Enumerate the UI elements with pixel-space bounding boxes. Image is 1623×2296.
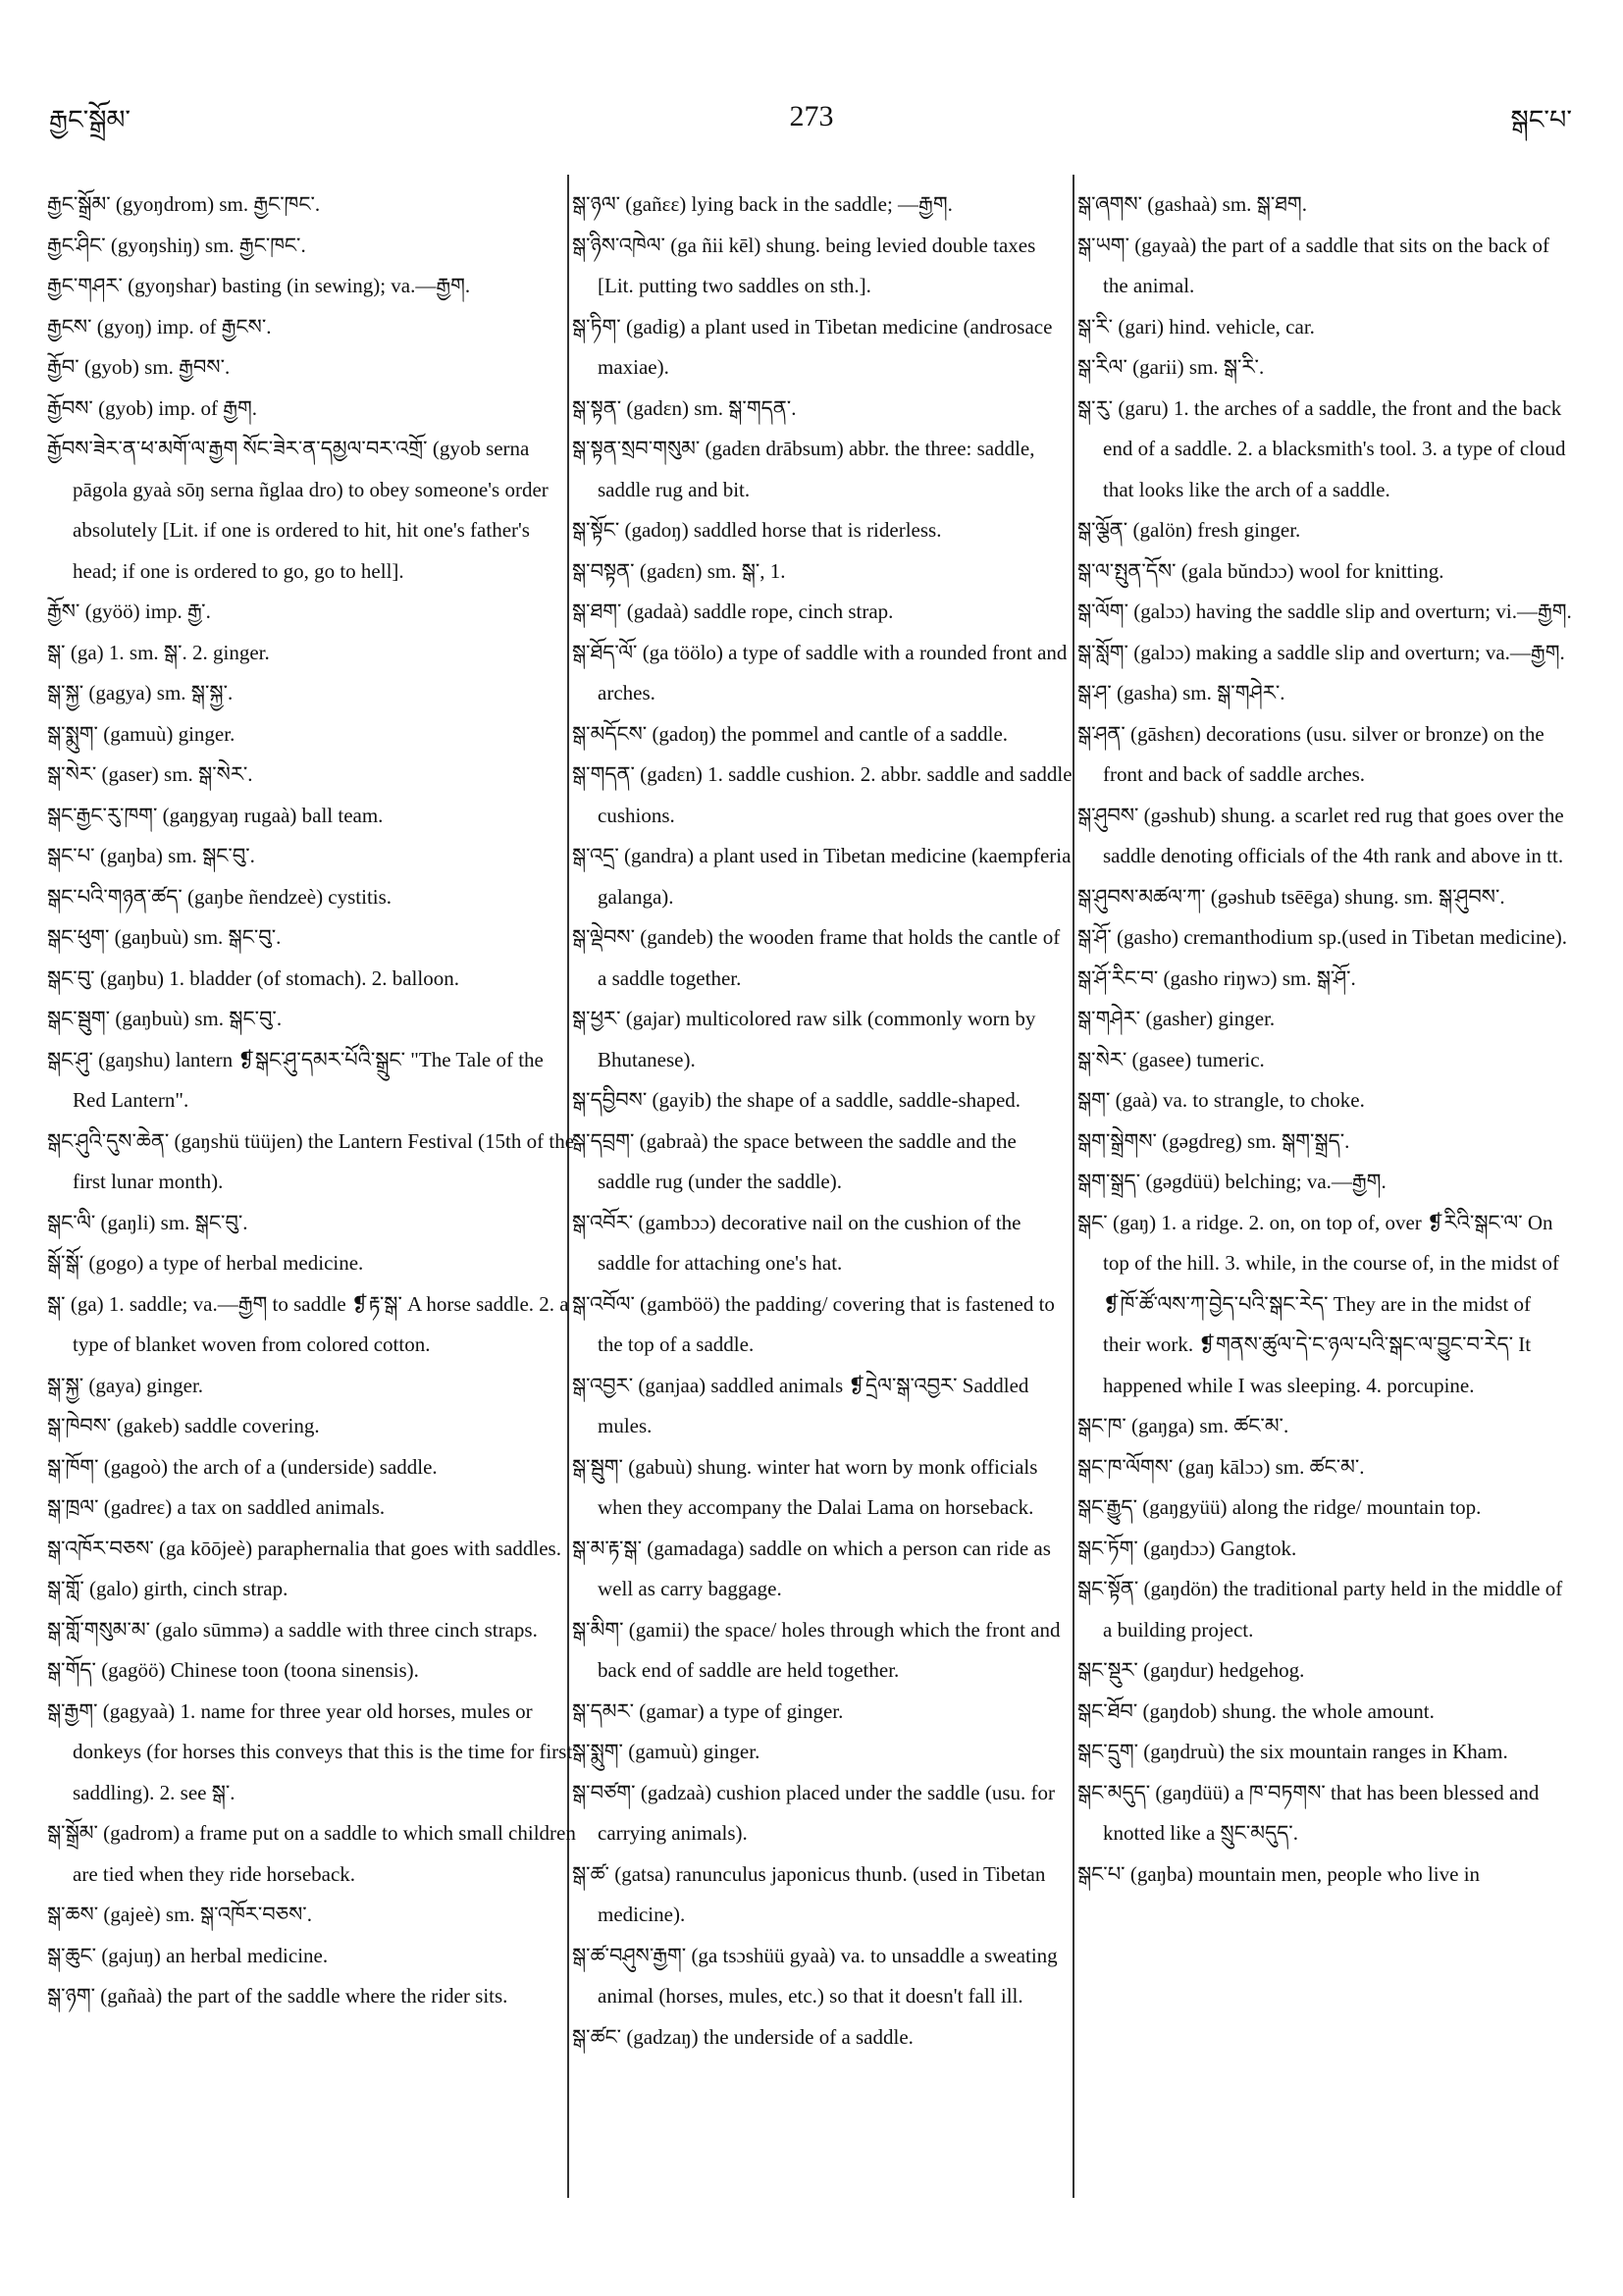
dictionary-entry: སྒ་ལོག་ (galɔɔ) having the saddle slip and overturn; vi.—རྒྱག. (1077, 600, 1572, 623)
dictionary-entry: རྒྱོབ་ (gyob) sm. རྒྱབས་. (47, 355, 231, 379)
dictionary-entry: སྒ་ཚང་ (gadzaŋ) the underside of a saddle. (572, 2024, 914, 2049)
dictionary-entry: སྒག་སྒྲད་ (gəgdüü) belching; va.—རྒྱག. (1077, 1170, 1387, 1193)
dictionary-entry: སྒ་ཞགས་ (gashaà) sm. སྒ་ཐག. (1077, 192, 1307, 216)
dictionary-entry: སྒ་སློག་ (galɔɔ) making a saddle slip and overturn; va.—རྒྱག. (1077, 640, 1565, 664)
dictionary-entry: སྒ་སྟན་སྲབ་གསུམ་ (gadɛn drābsum) abbr. the three: saddle, saddle rug and bit. (572, 437, 1035, 501)
dictionary-entry: སྒ་ཡག་ (gayaà) the part of a saddle that sits on the back of the animal. (1077, 233, 1550, 297)
dictionary-entry: སྒང་སྟོན་ (gaŋdön) the traditional party held in the middle of a building project. (1077, 1577, 1563, 1642)
dictionary-entry: སྒང་པ་ (gaŋba) sm. སྒང་བུ་. (47, 844, 255, 867)
dictionary-entry: རྒྱང་སྒྲོམ་ (gyoŋdrom) sm. རྒྱང་ཁང་. (47, 192, 321, 216)
dictionary-entry: སྒ་བཙག་ (gadzaà) cushion placed under the saddle (usu. for carrying animals). (572, 1780, 1056, 1845)
dictionary-entry: སྒང་སྦུག་ (gaŋbuù) sm. སྒང་བུ་. (47, 1007, 283, 1030)
dictionary-entry: སྒང་ཏོག་ (gaŋdɔɔ) Gangtok. (1077, 1536, 1297, 1560)
dictionary-entry: སྒ་ཤུབས་ (gəshub) shung. a scarlet red rug that goes over the saddle denoting officials of the 4th rank and above in tt. (1077, 803, 1564, 867)
dictionary-entry: སྒ་རིལ་ (garii) sm. སྒ་རི་. (1077, 355, 1265, 379)
dictionary-entry: རྒྱངས་ (gyoŋ) imp. of རྒྱངས་. (47, 314, 272, 339)
column-rule-2 (1073, 175, 1074, 2198)
dictionary-entry: སྒ་ཤུབས་མཚལ་ཀ་ (gəshub tsēēga) shung. sm. སྒ་ཤུབས་. (1077, 884, 1505, 909)
dictionary-entry: སྒ་ཐོད་ལོ་ (ga töölo) a type of saddle with a rounded front and arches. (572, 640, 1068, 704)
dictionary-column-1 (47, 184, 577, 2017)
dictionary-entry: སྒ་ཕྱར་ (gajar) multicolored raw silk (commonly worn by Bhutanese). (572, 1007, 1036, 1071)
dictionary-entry: སྒང་ཐོབ་ (gaŋdob) shung. the whole amount. (1077, 1698, 1435, 1723)
dictionary-entry: སྒང་ (gaŋ) 1. a ridge. 2. on, on top of, over ❡རིའི་སྒང་ལ་ On top of the hill. 3. while, in the course of, in the midst of ❡ཁོ་ཚོ་ལས་ཀ་བྱེད་པའི་སྒང་རེད་ They are in the midst of their work. ❡གནས་ཚུལ་དེ་ང་ཉལ་པའི་སྒང་ལ་བྱུང་བ་རེད་ It happened while I was sleeping. 4. porcupine. (1077, 1210, 1559, 1397)
dictionary-entry: སྒ་ཚ་ (gatsa) ranunculus japonicus thunb. (used in Tibetan medicine). (572, 1861, 1046, 1926)
dictionary-entry: སྒ་ཉིས་འཁེལ་ (ga ñii kēl) shung. being levied double taxes [Lit. putting two saddles on sth.]. (572, 233, 1036, 297)
dictionary-entry: སྒ་འདྲ་ (gandra) a plant used in Tibetan medicine (kaempferia galanga). (572, 844, 1072, 909)
dictionary-entry: རྒྱོས་ (gyöö) imp. རྒྱ་. (47, 600, 211, 623)
dictionary-entry: སྒ་རྒྱག་ (gagyaà) 1. name for three year old horses, mules or donkeys (for horses this conveys that this is the time for first saddling). 2. see སྒ་. (47, 1698, 573, 1804)
dictionary-entry: སྒ་རི་ (gari) hind. vehicle, car. (1077, 314, 1315, 339)
dictionary-entry: སྒ་འབོལ་ (gamböö) the padding/ covering that is fastened to the top of a saddle. (572, 1291, 1055, 1356)
dictionary-entry: སྒ་ཉལ་ (gañɛɛ) lying back in the saddle; —རྒྱག. (572, 192, 953, 216)
running-head-left: རྒྱང་སྒྲོམ་ (49, 105, 131, 135)
dictionary-entry: སྒ་དབྱིབས་ (gayib) the shape of a saddle, saddle-shaped. (572, 1088, 1021, 1112)
dictionary-entry: སྒ་སེར་ (gaser) sm. སྒ་སེར་. (47, 762, 253, 786)
dictionary-entry: སྒ་སྒྲོམ་ (gadrom) a frame put on a saddle to which small children are tied when they ride horseback. (47, 1821, 576, 1886)
dictionary-entry: སྒ་ཤོ་རིང་བ་ (gasho riŋwɔ) sm. སྒ་ཤོ་. (1077, 965, 1356, 990)
dictionary-entry: སྒ་རུ་ (garu) 1. the arches of a saddle, the front and the back end of a saddle. 2. a blacksmith's tool. 3. a type of cloud that looks like the arch of a saddle. (1077, 395, 1566, 501)
dictionary-entry: སྒ་སྐྱ་ (gaya) ginger. (47, 1373, 204, 1397)
dictionary-entry: སྒ་སྟན་ (gadɛn) sm. སྒ་གདན་. (572, 395, 797, 420)
dictionary-entry: སྒ་ཁོག་ (gagoò) the arch of a (underside) saddle. (47, 1454, 438, 1479)
dictionary-entry: སྒ་ལྡེབས་ (gandeb) the wooden frame that holds the cantle of a saddle together. (572, 925, 1061, 990)
page-number: 273 (789, 100, 834, 132)
dictionary-entry: སྒ་ཆས་ (gajeè) sm. སྒ་འཁོར་བཅས་. (47, 1903, 312, 1926)
dictionary-entry: སྒ་སྦུག་ (gabuù) shung. winter hat worn by monk officials when they accompany the Dalai Lama on horseback. (572, 1454, 1038, 1519)
dictionary-entry: སྒང་མདུད་ (gaŋdüü) a ཁ་བཏགས་ that has been blessed and knotted like a སྲུང་མདུད་. (1077, 1780, 1540, 1845)
dictionary-entry: སྒག་ (gaà) va. to strangle, to choke. (1077, 1088, 1365, 1112)
dictionary-entry: སྒང་ཤུ་ (gaŋshu) lantern ❡སྒང་ཤུ་དམར་པོའི་སྒྲུང་ "The Tale of the Red Lantern". (47, 1047, 544, 1112)
dictionary-entry: སྒ་འབྱར་ (ganjaa) saddled animals ❡དྲེལ་སྒ་འབྱར་ Saddled mules. (572, 1373, 1029, 1437)
dictionary-entry: སྒ་ཁྲལ་ (gadreɛ) a tax on saddled animals. (47, 1495, 386, 1519)
dictionary-entry: སྒ་མིག་ (gamii) the space/ holes through which the front and back end of saddle are held together. (572, 1617, 1061, 1682)
dictionary-entry: རྒྱང་གཤར་ (gyoŋshar) basting (in sewing); va.—རྒྱག. (47, 274, 471, 297)
dictionary-entry: རྒྱང་ཤིང་ (gyoŋshiŋ) sm. རྒྱང་ཁང་. (47, 233, 306, 257)
dictionary-entry: སྒ་ཐག་ (gadaà) saddle rope, cinch strap. (572, 600, 894, 623)
dictionary-entry: སྒ་མ་རྟ་སྒ་ (gamadaga) saddle on which a person can ride as well as carry baggage. (572, 1536, 1051, 1600)
dictionary-entry: སྒ་ཤ་ (gasha) sm. སྒ་གཤེར་. (1077, 681, 1285, 704)
dictionary-entry: སྒག་སྒྲེགས་ (gəgdreg) sm. སྒག་སྒྲད་. (1077, 1128, 1350, 1153)
running-head-right: སྒང་པ་ (1510, 105, 1572, 135)
dictionary-entry: སྒ་ཤན་ (gāshɛn) decorations (usu. silver or bronze) on the front and back of saddle arches. (1077, 721, 1544, 786)
dictionary-entry: སྒ་ཚ་བཤུས་རྒྱག་ (ga tsɔshüü gyaà) va. to unsaddle a sweating animal (horses, mules, etc.) so that it doesn't fall ill. (572, 1943, 1058, 2008)
dictionary-entry: སྒ་སེར་ (gasee) tumeric. (1077, 1047, 1265, 1071)
dictionary-entry: རྒྱོབས་ཟེར་ན་ཕ་མགོ་ལ་རྒྱག སོང་ཟེར་ན་དམྱལ་བར་འགྲོ་ (gyob serna pāgola gyaà sōŋ serna ñglaa dro) to obey someone's order absolutely [Lit. if one is ordered to hit, hit one's father's head; if one is ordered to go, go to hell]. (47, 437, 549, 583)
dictionary-entry: སྒང་སྡུར་ (gaŋdur) hedgehog. (1077, 1658, 1305, 1682)
dictionary-entry: སྒ་གཤེར་ (gasher) ginger. (1077, 1007, 1276, 1030)
dictionary-entry: སྒ་མདོངས་ (gadoŋ) the pommel and cantle of a saddle. (572, 721, 1009, 746)
dictionary-entry: སྒ་འཁོར་བཅས་ (ga kōōjeè) paraphernalia that goes with saddles. (47, 1536, 561, 1560)
dictionary-entry: སྒང་པའི་གཉན་ཚད་ (gaŋbe ñendzeè) cystitis. (47, 884, 393, 909)
dictionary-entry: སྒ་གདན་ (gadɛn) 1. saddle cushion. 2. abbr. saddle and saddle cushions. (572, 762, 1073, 827)
dictionary-entry: སྒང་ཁ་ (gaŋga) sm. ཚང་མ་. (1077, 1414, 1289, 1437)
dictionary-column-3 (1077, 184, 1573, 1895)
dictionary-entry: སྒང་ཤུའི་དུས་ཆེན་ (gaŋshü tüüjen) the Lantern Festival (15th of the first lunar month). (47, 1128, 575, 1193)
dictionary-entry: སྒ་སྟོང་ (gadoŋ) saddled horse that is riderless. (572, 518, 942, 542)
dictionary-entry: སྒ་ཏིག་ (gadig) a plant used in Tibetan medicine (androsace maxiae). (572, 314, 1053, 379)
dictionary-entry: སྒང་དྲུག་ (gaŋdruù) the six mountain ranges in Kham. (1077, 1740, 1508, 1763)
dictionary-entry: སྒ་དམར་ (gamar) a type of ginger. (572, 1698, 844, 1723)
dictionary-entry: སྒ་ཉག་ (gañaà) the part of the saddle where the rider sits. (47, 1984, 508, 2008)
dictionary-entry: སྒང་ལི་ (gaŋli) sm. སྒང་བུ་. (47, 1210, 248, 1234)
dictionary-column-2 (572, 184, 1073, 2058)
dictionary-entry: སྒ་འབོར་ (gambɔɔ) decorative nail on the cushion of the saddle for attaching one's hat. (572, 1210, 1021, 1275)
dictionary-entry: སྒ་གོད་ (gagöö) Chinese toon (toona sinensis). (47, 1658, 419, 1682)
dictionary-entry: སྒ་ལ་སྤུན་དོས་ (gala bŭndɔɔ) wool for knitting. (1077, 558, 1444, 583)
dictionary-entry: སྒ་སྨུག་ (gamuù) ginger. (572, 1740, 760, 1763)
dictionary-entry: རྒྱོབས་ (gyob) imp. of རྒྱག. (47, 395, 258, 420)
dictionary-entry: སྒ་གློ་ (galo) girth, cinch strap. (47, 1577, 288, 1600)
dictionary-entry: སྒ་ཆུང་ (gajuŋ) an herbal medicine. (47, 1943, 329, 1967)
dictionary-entry: སྒ་བསྟན་ (gadɛn) sm. སྒ་, 1. (572, 558, 786, 583)
dictionary-entry: སྒང་བུ་ (gaŋbu) 1. bladder (of stomach). 2. balloon. (47, 965, 459, 990)
dictionary-entry: སྒ་ཤོ་ (gasho) cremanthodium sp.(used in Tibetan medicine). (1077, 925, 1568, 949)
dictionary-entry: སྒ་ཁེབས་ (gakeb) saddle covering. (47, 1414, 320, 1437)
dictionary-entry: སྒ་ལྕོན་ (galön) fresh ginger. (1077, 518, 1301, 542)
dictionary-entry: སྒ་སྨུག་ (gamuù) ginger. (47, 721, 236, 746)
dictionary-entry: སྒང་པ་ (gaŋba) mountain men, people who live in (1077, 1861, 1481, 1886)
dictionary-entry: སྒ་དབྲག་ (gabraà) the space between the saddle and the saddle rug (under the saddle). (572, 1128, 1017, 1193)
dictionary-entry: སྒ་གློ་གསུམ་མ་ (galo sūmmə) a saddle with three cinch straps. (47, 1617, 538, 1642)
dictionary-entry: སྒང་ཕུག་ (gaŋbuù) sm. སྒང་བུ་. (47, 925, 282, 949)
dictionary-entry: སྒང་རྒྱུད་ (gaŋgyüü) along the ridge/ mountain top. (1077, 1495, 1482, 1519)
dictionary-entry: སྒ་ (ga) 1. sm. སྒ་. 2. ginger. (47, 640, 270, 664)
dictionary-entry: སྒ་སྐྱ་ (gagya) sm. སྒ་སྐྱ་. (47, 681, 234, 704)
dictionary-entry: སྒ་ (ga) 1. saddle; va.—རྒྱག to saddle ❡རྟ་སྒ་ A horse saddle. 2. a type of blanket woven from colored cotton. (47, 1291, 569, 1356)
dictionary-entry: སྒང་ཁ་ལོགས་ (gaŋ kālɔɔ) sm. ཚང་མ་. (1077, 1454, 1365, 1479)
dictionary-entry: སྒང་རྒྱང་རུ་ཁག་ (gaŋgyaŋ rugaà) ball team. (47, 803, 384, 827)
dictionary-entry: སྒོ་སྒོ་ (gogo) a type of herbal medicine. (47, 1251, 364, 1275)
